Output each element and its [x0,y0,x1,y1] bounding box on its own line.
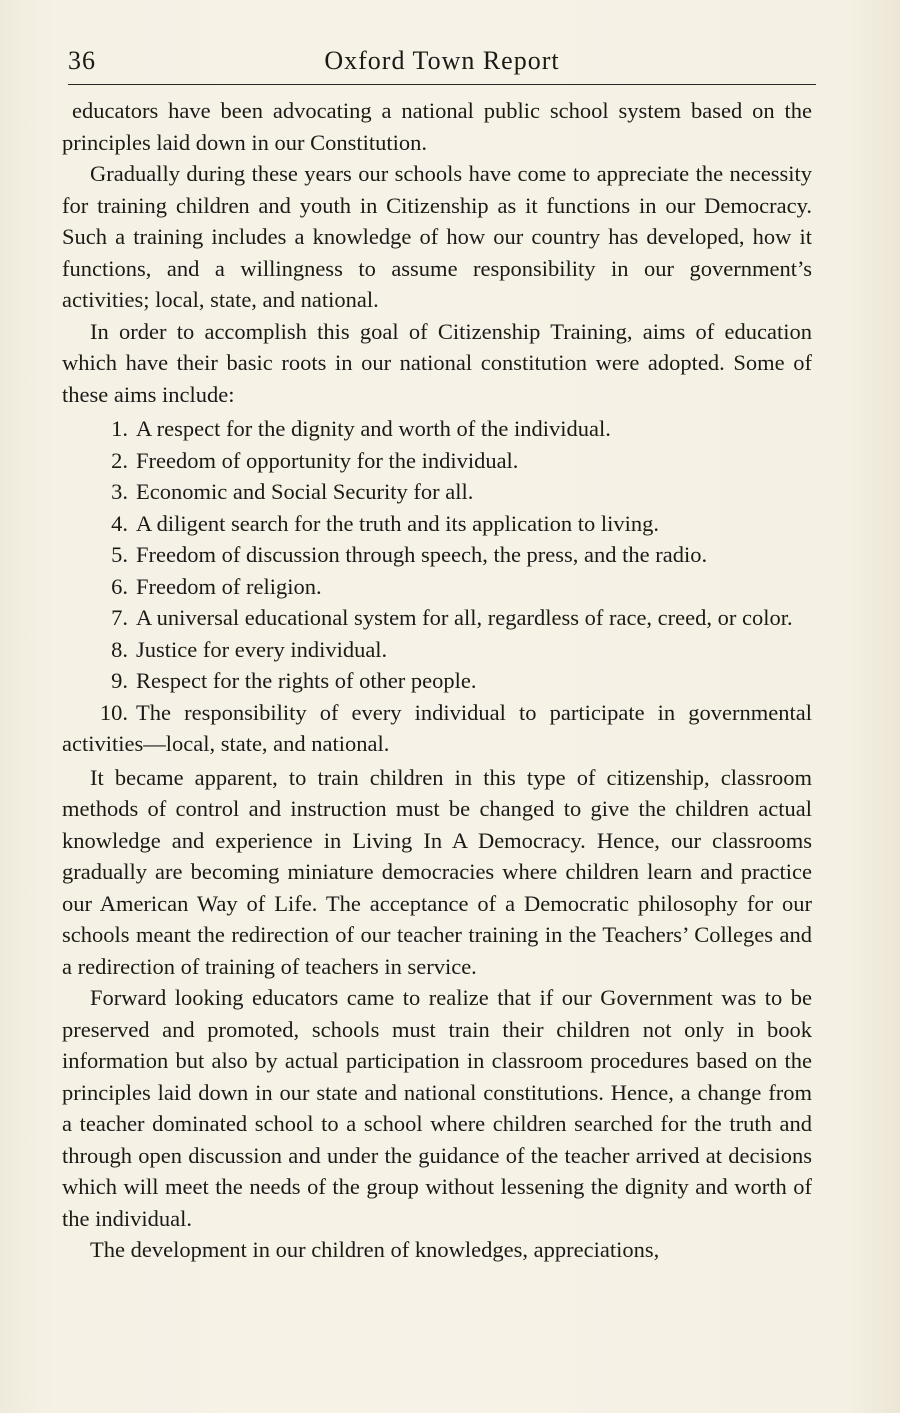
item-text: Freedom of religion. [136,573,322,599]
item-text: A respect for the dignity and worth of the individual. [136,416,611,441]
aims-list-item [62,476,812,508]
page-number: 36 [68,46,96,75]
aims-list-item [62,571,812,603]
item-number: 10. [99,699,128,725]
item-text: The responsibility of every individual to participate in governmental activities—local, state, and national. [62,699,812,756]
running-title: Oxford Town Report [324,46,560,75]
item-number: 4. [111,510,128,536]
page-header [68,46,816,85]
paragraph: In order to accomplish this goal of Citizenship Training, aims of education which have their basic roots in our national constitution were adopted. Some of these aims include: [62,318,812,407]
aims-list-item [62,634,812,666]
paragraph: It became apparent, to train children in this type of citizenship, classroom methods of control and instruction must be changed to give the children actual knowledge and experience in Living In A Democracy. Hence, our classrooms gradually are becoming miniature democracies where children learn and practice our American Way of Life. The acceptance of a Democratic philosophy for our schools meant the redirection of our teacher training in the Teachers’ Colleges and a redirection of training of teachers in service. [62,764,812,979]
item-text: Respect for the rights of other people. [136,668,477,693]
item-text: A diligent search for the truth and its application to living. [136,510,660,536]
aims-list-item [62,508,812,540]
aims-list-item [62,445,812,477]
item-text: Economic and Social Security for all. [136,479,474,504]
item-text: Freedom of opportunity for the individual. [136,447,519,473]
item-text: Freedom of discussion through speech, the press, and the radio. [136,542,708,567]
aims-list-item [62,539,812,571]
aims-list-item [62,665,812,697]
item-number: 6. [111,573,128,599]
item-number: 2. [111,447,128,473]
aims-list-item [62,602,812,634]
body-text [62,95,812,1266]
item-text: Justice for every individual. [136,636,388,662]
item-number: 3. [111,479,128,504]
item-number: 1. [111,416,128,441]
item-text: A universal educational system for all, regardless of race, creed, or color. [136,605,793,630]
paragraph: Forward looking educators came to realize that if our Government was to be preserved and promoted, schools must train their children not only in book information but also by actual participation in classroom procedures based on the principles laid down in our state and national constitutions. Hence, a change from a teacher dominated school to a school where children searched for the truth and through open discussion and under the guidance of the teacher arrived at decisions which will meet the needs of the group without lessening the dignity and worth of the individual. [62,985,812,1231]
paragraph: educators have been advocating a national public school system based on the principles laid down in our Constitution. [62,98,812,155]
item-number: 8. [111,636,128,662]
paragraph: Gradually during these years our schools have come to appreciate the necessity for training children and youth in Citizenship as it functions in our Democracy. Such a training includes a knowledge of how our country has developed, how it functions, and a willingness to assume responsibility in our government’s activities; local, state, and national. [62,161,812,312]
paragraph: The development in our children of knowledges, appreciations, [90,1237,660,1262]
aims-list-item [62,413,812,445]
item-number: 5. [111,542,128,567]
item-number: 7. [111,605,128,630]
aims-list-item [62,697,812,760]
item-number: 9. [111,668,128,693]
aims-list [62,413,812,760]
